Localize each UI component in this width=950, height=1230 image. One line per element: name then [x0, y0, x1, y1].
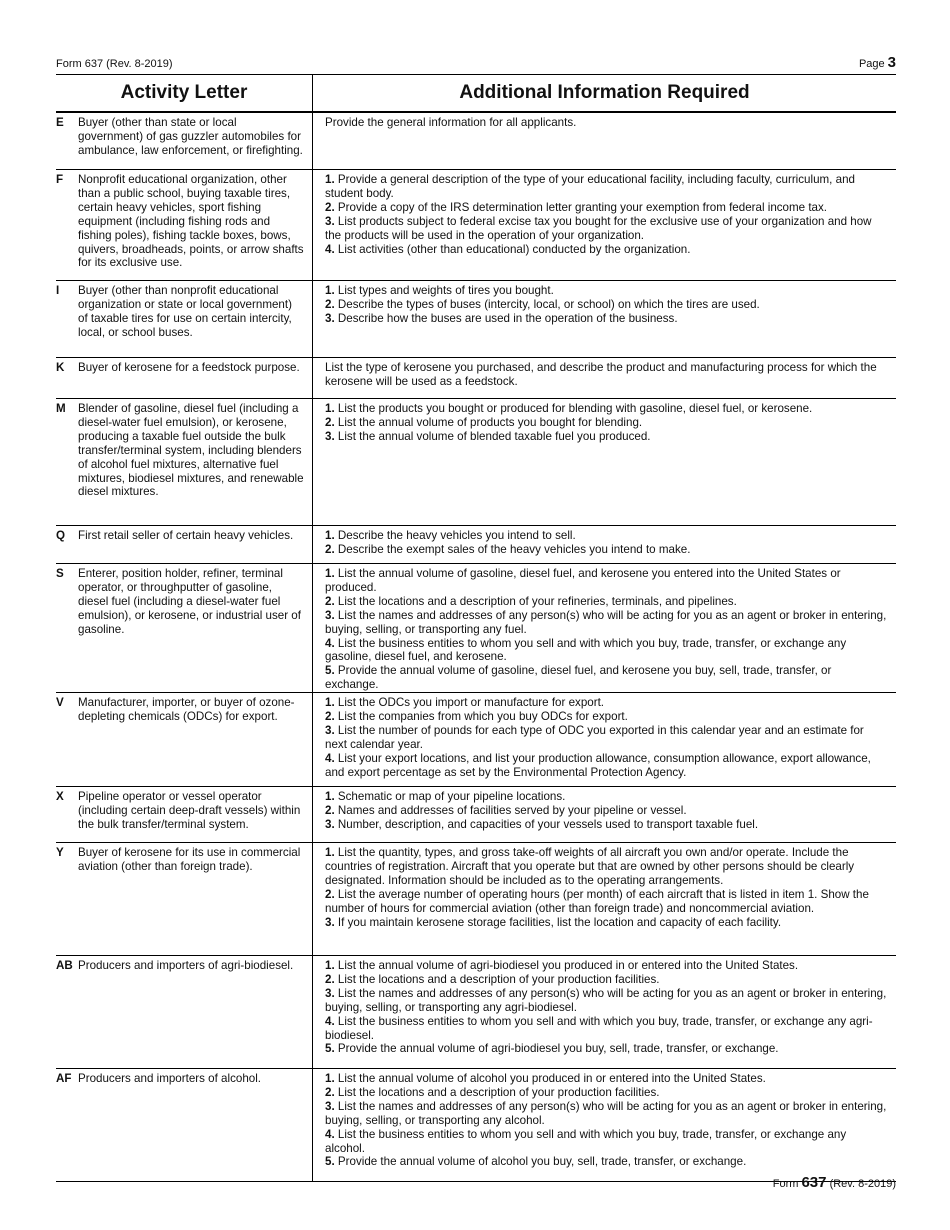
info-item	[325, 173, 888, 201]
table-row	[56, 169, 896, 280]
item-text: List the quantity, types, and gross take-off weights of all aircraft you own and/or operate. Include the countries of registration. Aircraft that you operate but that are owned by other persons should be clearly designated. Information should be included as to the operating arrangements.	[325, 846, 855, 887]
footer-revision: (Rev. 8-2019)	[829, 1178, 896, 1190]
item-text: Describe the types of buses (intercity, local, or school) on which the tires are used.	[337, 297, 760, 311]
activity-description: Pipeline operator or vessel operator (including certain deep-draft vessels) within the bulk transfer/terminal system.	[78, 790, 301, 831]
item-text: List the names and addresses of any person(s) who will be acting for you as an agent or broker in entering, buying, selling, or transporting any fuel.	[325, 608, 887, 636]
item-number: 5.	[325, 664, 335, 678]
table-row	[56, 955, 896, 1068]
info-item	[325, 888, 888, 916]
activity-letter: F	[56, 173, 64, 186]
item-number: 2.	[325, 542, 335, 556]
item-number: 1.	[325, 529, 335, 542]
item-text: Describe the heavy vehicles you intend to sell.	[337, 529, 576, 542]
activity-description: Buyer of kerosene for its use in commercial aviation (other than foreign trade).	[78, 846, 301, 873]
item-text: Describe the exempt sales of the heavy vehicles you intend to make.	[337, 542, 691, 556]
activity-cell	[56, 399, 313, 525]
item-text: List the annual volume of agri-biodiesel you produced in or entered into the United States.	[337, 959, 799, 972]
info-cell	[313, 843, 896, 955]
item-text: List the locations and a description of your refineries, terminals, and pipelines.	[337, 594, 737, 608]
info-text: List the type of kerosene you purchased, and describe the product and manufacturing process for which the kerosene will be used as a feedstock.	[325, 361, 877, 388]
item-text: List the annual volume of blended taxable fuel you produced.	[337, 429, 651, 443]
info-item	[325, 1128, 888, 1156]
info-cell	[313, 113, 896, 169]
info-item	[325, 752, 888, 780]
item-number: 3.	[325, 429, 335, 443]
info-cell	[313, 399, 896, 525]
item-text: List the annual volume of alcohol you produced in or entered into the United States.	[337, 1072, 766, 1085]
table-row	[56, 398, 896, 525]
table-row	[56, 1068, 896, 1181]
activity-description: Buyer (other than state or local government) of gas guzzler automobiles for ambulance, law enforcement, or firefighting.	[78, 116, 303, 157]
info-cell	[313, 787, 896, 842]
table-row	[56, 357, 896, 398]
activity-letter: V	[56, 696, 64, 709]
info-item	[325, 609, 888, 637]
item-number: 3.	[325, 723, 335, 737]
info-item	[325, 846, 888, 888]
item-text: Provide the annual volume of gasoline, diesel fuel, and kerosene you buy, sell, trade, transfer, or exchange.	[325, 664, 832, 692]
activity-letter: E	[56, 116, 64, 129]
activity-cell	[56, 526, 313, 563]
activity-cell	[56, 787, 313, 842]
item-number: 1.	[325, 790, 335, 803]
page-footer	[773, 1174, 896, 1191]
item-number: 4.	[325, 242, 335, 256]
item-text: List the locations and a description of your production facilities.	[337, 1085, 660, 1099]
info-item	[325, 298, 888, 312]
info-cell	[313, 693, 896, 786]
info-item	[325, 243, 888, 257]
info-cell	[313, 358, 896, 398]
activity-description: Nonprofit educational organization, other than a public school, buying taxable tires, certain heavy vehicles, sport fishing equipment (including fishing rods and fishing poles), fishing tackle boxes, bows, quivers, broadheads, points, or arrow shafts for its exclusive use.	[78, 173, 304, 270]
info-cell	[313, 281, 896, 357]
page-label: Page	[858, 58, 885, 70]
item-text: List the business entities to whom you sell and with which you buy, trade, transfer, or exchange any gasoline, diesel fuel, and kerosene.	[325, 636, 847, 664]
info-item	[325, 529, 888, 543]
item-number: 2.	[325, 803, 335, 817]
info-item	[325, 1042, 888, 1056]
table-row	[56, 563, 896, 692]
info-item	[325, 284, 888, 298]
item-number: 3.	[325, 1099, 335, 1113]
item-text: List products subject to federal excise tax you bought for the exclusive use of your organization and how the products will be used in the operation of your organization.	[325, 214, 872, 242]
item-text: List the products you bought or produced for blending with gasoline, diesel fuel, or kerosene.	[337, 402, 813, 415]
item-text: List the locations and a description of your production facilities.	[337, 972, 660, 986]
item-text: Number, description, and capacities of your vessels used to transport taxable fuel.	[337, 817, 759, 831]
item-number: 4.	[325, 1127, 335, 1141]
item-text: List the annual volume of gasoline, diesel fuel, and kerosene you entered into the United States or produced.	[325, 567, 841, 594]
item-number: 3.	[325, 608, 335, 622]
table-row	[56, 692, 896, 786]
info-item	[325, 818, 888, 832]
info-item	[325, 543, 888, 557]
activity-cell	[56, 113, 313, 169]
item-text: List the ODCs you import or manufacture for export.	[337, 696, 605, 709]
info-item	[325, 201, 888, 215]
activity-table	[56, 74, 896, 1182]
item-text: List the business entities to whom you sell and with which you buy, trade, transfer, or exchange any agri-biodiesel.	[325, 1014, 873, 1042]
info-item	[325, 595, 888, 609]
info-item	[325, 215, 888, 243]
page-number: 3	[887, 54, 896, 71]
activity-description: Producers and importers of alcohol.	[78, 1072, 262, 1085]
page-indicator	[859, 54, 896, 71]
info-item	[325, 637, 888, 665]
item-text: Describe how the buses are used in the operation of the business.	[337, 311, 678, 325]
info-item	[325, 710, 888, 724]
info-item	[325, 1100, 888, 1128]
activity-cell	[56, 564, 313, 692]
info-item	[325, 312, 888, 326]
item-number: 4.	[325, 1014, 335, 1028]
item-text: List the average number of operating hours (per month) of each aircraft that is listed in item 1. Show the number of hours for commercial aviation (other than foreign trade) and noncommercial aviation.	[325, 887, 869, 915]
info-item	[325, 416, 888, 430]
item-number: 5.	[325, 1155, 335, 1169]
info-item	[325, 696, 888, 710]
item-number: 3.	[325, 986, 335, 1000]
page-header	[56, 54, 896, 72]
activity-cell	[56, 358, 313, 398]
item-text: List types and weights of tires you bought.	[337, 284, 554, 297]
activity-description: First retail seller of certain heavy vehicles.	[78, 529, 294, 542]
activity-cell	[56, 843, 313, 955]
info-item	[325, 724, 888, 752]
item-text: Provide the annual volume of agri-biodiesel you buy, sell, trade, transfer, or exchange.	[337, 1042, 779, 1056]
activity-letter: Q	[56, 529, 66, 542]
item-number: 3.	[325, 915, 335, 929]
item-number: 4.	[325, 751, 335, 765]
table-row	[56, 842, 896, 955]
item-number: 2.	[325, 972, 335, 986]
item-number: 1.	[325, 959, 335, 972]
activity-cell	[56, 170, 313, 280]
info-item	[325, 1086, 888, 1100]
item-number: 2.	[325, 415, 335, 429]
item-number: 5.	[325, 1042, 335, 1056]
table-row	[56, 525, 896, 563]
info-item	[325, 430, 888, 444]
item-number: 2.	[325, 200, 335, 214]
item-text: List your export locations, and list your production allowance, consumption allowance, export allowance, and export percentage as set by the Environmental Protection Agency.	[325, 751, 871, 779]
activity-description: Manufacturer, importer, or buyer of ozone-depleting chemicals (ODCs) for export.	[78, 696, 295, 723]
item-text: List the companies from which you buy ODCs for export.	[337, 709, 628, 723]
info-cell	[313, 956, 896, 1068]
activity-description: Enterer, position holder, refiner, terminal operator, or throughputter of gasoline, diesel fuel (including a diesel-water fuel emulsion), or kerosene, or industrial user of gasoline.	[78, 567, 301, 636]
col-header-activity-letter: Activity Letter	[56, 75, 313, 111]
info-item	[325, 916, 888, 930]
item-number: 2.	[325, 594, 335, 608]
item-number: 1.	[325, 567, 335, 580]
item-number: 2.	[325, 1085, 335, 1099]
info-item	[325, 664, 888, 692]
item-text: Provide a general description of the type of your educational facility, including faculty, curriculum, and student body.	[325, 173, 855, 200]
item-number: 3.	[325, 311, 335, 325]
form-label: Form 637 (Rev. 8-2019)	[56, 58, 173, 70]
activity-letter: I	[56, 284, 60, 297]
item-number: 4.	[325, 636, 335, 650]
activity-description: Buyer of kerosene for a feedstock purpose.	[78, 361, 300, 374]
footer-form-number: 637	[801, 1174, 827, 1191]
activity-cell	[56, 956, 313, 1068]
item-text: Schematic or map of your pipeline locations.	[337, 790, 566, 803]
item-text: Names and addresses of facilities served by your pipeline or vessel.	[337, 803, 687, 817]
item-number: 1.	[325, 1072, 335, 1085]
table-row	[56, 786, 896, 842]
activity-cell	[56, 693, 313, 786]
table-row	[56, 280, 896, 357]
info-item	[325, 402, 888, 416]
item-number: 2.	[325, 887, 335, 901]
footer-prefix: Form	[772, 1178, 799, 1190]
info-cell	[313, 1069, 896, 1181]
activity-description: Producers and importers of agri-biodiesel.	[78, 959, 294, 972]
info-cell	[313, 564, 896, 692]
info-item	[325, 973, 888, 987]
item-number: 1.	[325, 284, 335, 297]
item-number: 3.	[325, 214, 335, 228]
item-number: 1.	[325, 402, 335, 415]
activity-letter: S	[56, 567, 64, 580]
table-header-row	[56, 75, 896, 112]
activity-cell	[56, 1069, 313, 1181]
info-text: Provide the general information for all applicants.	[325, 116, 577, 129]
info-item	[325, 959, 888, 973]
activity-letter: M	[56, 402, 66, 415]
item-text: List the business entities to whom you sell and with which you buy, trade, transfer, or exchange any alcohol.	[325, 1127, 847, 1155]
item-text: List activities (other than educational) conducted by the organization.	[337, 242, 691, 256]
item-text: List the number of pounds for each type of ODC you exported in this calendar year and an estimate for next calendar year.	[325, 723, 864, 751]
activity-letter: AF	[56, 1072, 72, 1085]
item-text: If you maintain kerosene storage facilities, list the location and capacity of each facility.	[337, 915, 782, 929]
info-item	[325, 987, 888, 1015]
info-item	[325, 567, 888, 595]
activity-description: Buyer (other than nonprofit educational organization or state or local government) of taxable tires for use on certain intercity, local, or school buses.	[78, 284, 292, 339]
item-number: 2.	[325, 297, 335, 311]
item-number: 1.	[325, 173, 335, 186]
col-header-additional-info: Additional Information Required	[459, 82, 750, 104]
activity-letter: AB	[56, 959, 73, 972]
item-text: Provide a copy of the IRS determination letter granting your exemption from federal income tax.	[337, 200, 828, 214]
info-cell	[313, 170, 896, 280]
activity-letter: Y	[56, 846, 64, 859]
table-row	[56, 112, 896, 169]
info-item	[325, 790, 888, 804]
item-number: 1.	[325, 696, 335, 709]
item-number: 2.	[325, 709, 335, 723]
info-cell	[313, 526, 896, 563]
item-text: Provide the annual volume of alcohol you buy, sell, trade, transfer, or exchange.	[337, 1155, 747, 1169]
activity-description: Blender of gasoline, diesel fuel (including a diesel-water fuel emulsion), or kerosene, producing a taxable fuel outside the bulk transfer/terminal system, including blenders of alcohol fuel mixtures, alternative fuel mixtures, biodiesel mixtures, and renewable diesel mixtures.	[78, 402, 304, 499]
info-item	[325, 1155, 888, 1169]
item-number: 1.	[325, 846, 335, 859]
item-number: 3.	[325, 817, 335, 831]
info-item	[325, 804, 888, 818]
item-text: List the names and addresses of any person(s) who will be acting for you as an agent or broker in entering, buying, selling, or transporting any alcohol.	[325, 1099, 887, 1127]
info-item	[325, 1015, 888, 1043]
activity-letter: K	[56, 361, 65, 374]
info-item	[325, 1072, 888, 1086]
activity-letter: X	[56, 790, 64, 803]
item-text: List the names and addresses of any person(s) who will be acting for you as an agent or broker in entering, buying, selling, or transporting any agri-biodiesel.	[325, 986, 887, 1014]
activity-cell	[56, 281, 313, 357]
item-text: List the annual volume of products you bought for blending.	[337, 415, 643, 429]
